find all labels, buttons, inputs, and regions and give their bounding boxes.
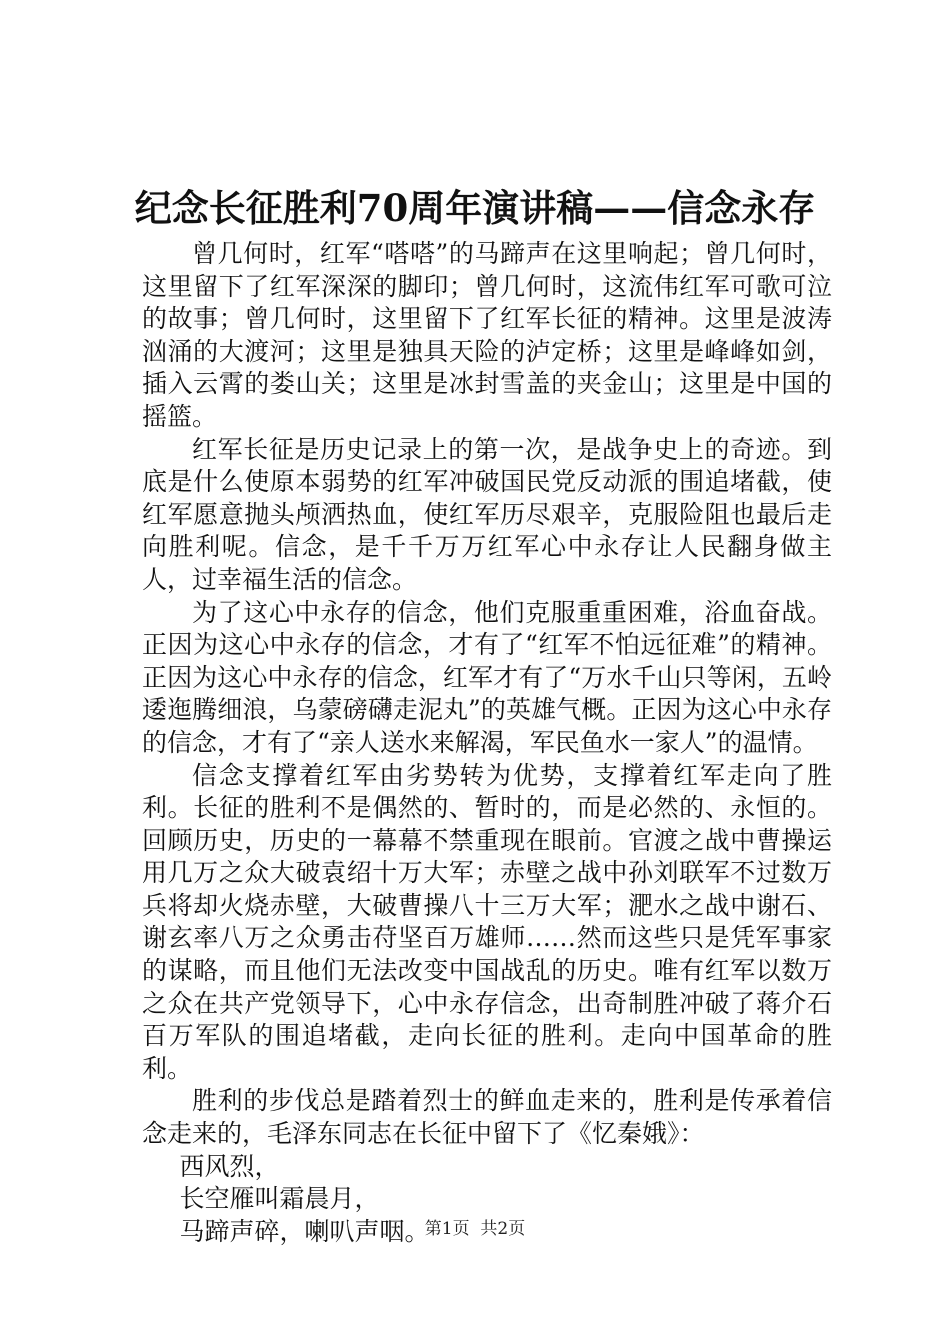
document-body	[142, 238, 832, 1248]
paragraph: 为了这心中永存的信念，他们克服重重困难，浴血奋战。正因为这心中永存的信念，才有了“红军不怕远征难”的精神。正因为这心中永存的信念，红军才有了“万水千山只等闲，五岭逶迤腾细浪，乌蒙磅礴走泥丸”的英雄气概。正因为这心中永存的信念，才有了“亲人送水来解渴，军民鱼水一家人”的温情。	[142, 597, 832, 757]
paragraph: 红军长征是历史记录上的第一次，是战争史上的奇迹。到底是什么使原本弱势的红军冲破国民党反动派的围追堵截，使红军愿意抛头颅洒热血，使红军历尽艰辛，克服险阻也最后走向胜利呢。信念，是千千万万红军心中永存让人民翻身做主人，过幸福生活的信念。	[142, 434, 832, 594]
paragraph: 胜利的步伐总是踏着烈士的鲜血走来的，胜利是传承着信念走来的，毛泽东同志在长征中留下了《忆秦娥》：	[142, 1086, 832, 1149]
poem-line: 长空雁叫霜晨月，	[179, 1184, 380, 1214]
page-number: 第1页 共2页	[424, 1219, 526, 1239]
poem-line: 西风烈，	[179, 1151, 280, 1181]
document-title: 纪念长征胜利70周年演讲稿——信念永存	[134, 186, 816, 230]
paragraph: 信念支撑着红军由劣势转为优势，支撑着红军走向了胜利。长征的胜利不是偶然的、暂时的，而是必然的、永恒的。回顾历史，历史的一幕幕不禁重现在眼前。官渡之战中曹操运用几万之众大破袁绍十万大军；赤壁之战中孙刘联军不过数万兵将却火烧赤壁，大破曹操八十三万大军；淝水之战中谢石、谢玄率八万之众勇击苻坚百万雄师……然而这些只是凭军事家的谋略，而且他们无法改变中国战乱的历史。唯有红军以数万之众在共产党领导下，心中永存信念，出奇制胜冲破了蒋介石百万军队的围追堵截，走向长征的胜利。走向中国革命的胜利。	[142, 760, 832, 1083]
poem-line: 马蹄声碎，喇叭声咽。	[179, 1216, 430, 1246]
page-footer	[0, 1214, 950, 1239]
paragraph: 曾几何时，红军“嗒嗒”的马蹄声在这里响起；曾几何时，这里留下了红军深深的脚印；曾几何时，这流伟红军可歌可泣的故事；曾几何时，这里留下了红军长征的精神。这里是波涛汹涌的大渡河；这里是独具天险的泸定桥；这里是峰峰如剑，插入云霄的娄山关；这里是冰封雪盖的夹金山；这里是中国的摇篮。	[142, 239, 832, 431]
